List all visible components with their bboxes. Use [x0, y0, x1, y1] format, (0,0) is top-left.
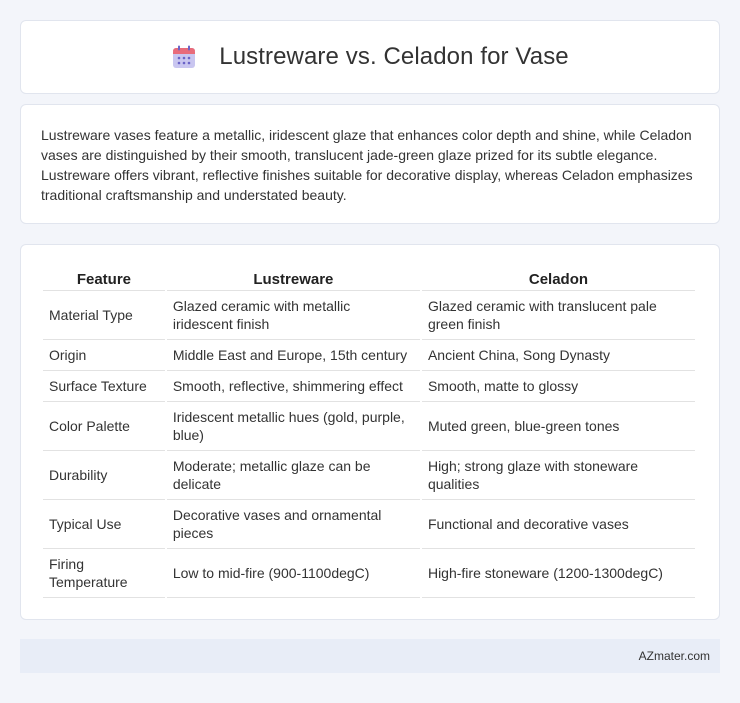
page-title: Lustreware vs. Celadon for Vase [219, 43, 569, 70]
row-lustreware: Smooth, reflective, shimmering effect [167, 371, 420, 402]
calendar-icon [171, 44, 197, 70]
table-row [43, 402, 695, 451]
row-celadon: Smooth, matte to glossy [422, 371, 695, 402]
header-feature: Feature [43, 265, 165, 291]
row-feature: Durability [43, 451, 165, 500]
row-feature: Firing Temperature [43, 549, 165, 598]
footer [20, 639, 720, 673]
row-lustreware: Decorative vases and ornamental pieces [167, 500, 420, 549]
row-feature: Surface Texture [43, 371, 165, 402]
row-feature: Color Palette [43, 402, 165, 451]
row-lustreware: Iridescent metallic hues (gold, purple, blue) [167, 402, 420, 451]
footer-site-link[interactable]: AZmater.com [638, 649, 710, 663]
row-lustreware: Middle East and Europe, 15th century [167, 340, 420, 371]
table-row [43, 500, 695, 549]
comparison-table-card [20, 244, 720, 620]
table-row [43, 291, 695, 340]
row-feature: Origin [43, 340, 165, 371]
table-row [43, 451, 695, 500]
row-celadon: Ancient China, Song Dynasty [422, 340, 695, 371]
row-lustreware: Moderate; metallic glaze can be delicate [167, 451, 420, 500]
table-header-row [43, 265, 695, 291]
table-row [43, 549, 695, 598]
row-lustreware: Glazed ceramic with metallic iridescent finish [167, 291, 420, 340]
row-celadon: High-fire stoneware (1200-1300degC) [422, 549, 695, 598]
row-lustreware: Low to mid-fire (900-1100degC) [167, 549, 420, 598]
row-feature: Material Type [43, 291, 165, 340]
description-text: Lustreware vases feature a metallic, iridescent glaze that enhances color depth and shine, while Celadon vases are distinguished by their smooth, translucent jade-green glaze prized for its subtle elegance. Lustreware offers vibrant, reflective finishes suitable for decorative display, whereas Celadon emphasizes traditional craftsmanship and understated beauty. [41, 127, 693, 203]
row-feature: Typical Use [43, 500, 165, 549]
row-celadon: High; strong glaze with stoneware qualities [422, 451, 695, 500]
row-celadon: Functional and decorative vases [422, 500, 695, 549]
description-card [20, 104, 720, 224]
title-card [20, 20, 720, 94]
table-row [43, 340, 695, 371]
comparison-table [41, 265, 697, 598]
header-celadon: Celadon [422, 265, 695, 291]
header-lustreware: Lustreware [167, 265, 420, 291]
row-celadon: Glazed ceramic with translucent pale green finish [422, 291, 695, 340]
table-row [43, 371, 695, 402]
row-celadon: Muted green, blue-green tones [422, 402, 695, 451]
